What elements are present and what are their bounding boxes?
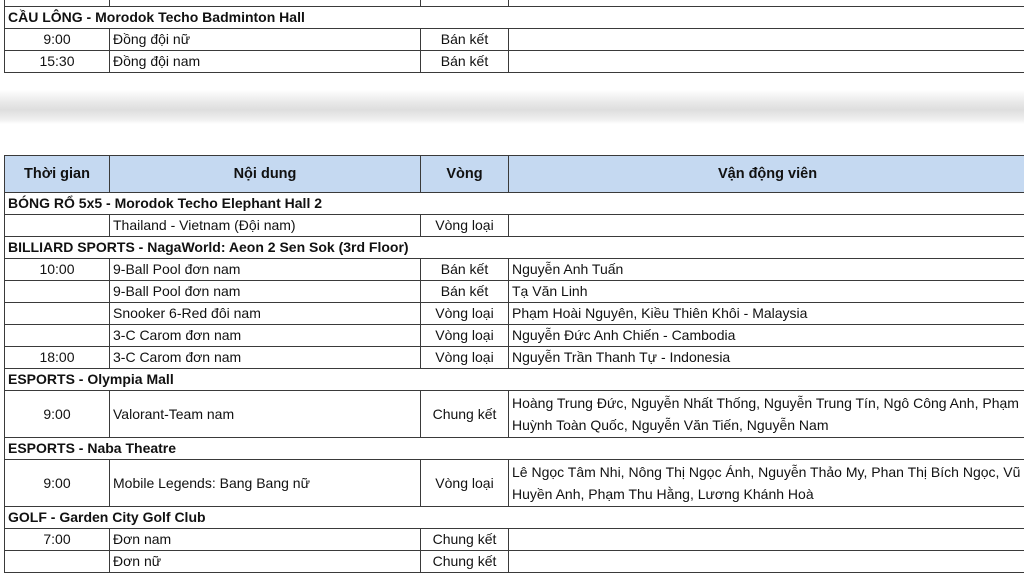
event-cell: Snooker 6-Red đôi nam <box>110 303 421 325</box>
athletes-cell <box>509 529 1024 551</box>
event-cell: Valorant-Team nam <box>110 391 421 438</box>
table-row <box>5 551 1024 573</box>
athletes-cell <box>509 215 1024 237</box>
round-cell: Bán kết <box>421 281 509 303</box>
round-cell: Chung kết <box>421 529 509 551</box>
table-row <box>5 529 1024 551</box>
venue-title: ESPORTS - Olympia Mall <box>5 369 1024 391</box>
time-cell: 15:30 <box>5 51 110 73</box>
venue-title: GOLF - Garden City Golf Club <box>5 507 1024 529</box>
time-cell: 7:00 <box>5 529 110 551</box>
venue-title: ESPORTS - Naba Theatre <box>5 438 1024 460</box>
athletes-cell <box>509 51 1024 73</box>
table-row <box>5 281 1024 303</box>
athletes-cell <box>509 551 1024 573</box>
time-cell <box>5 281 110 303</box>
athletes-cell: Phạm Hoài Nguyên, Kiều Thiên Khôi - Malaysia <box>509 303 1024 325</box>
schedule-table <box>4 155 1024 573</box>
table-row <box>5 303 1024 325</box>
event-cell: Đơn nam <box>110 529 421 551</box>
venue-row <box>5 438 1024 460</box>
event-cell: 9-Ball Pool đơn nam <box>110 259 421 281</box>
header-round: Vòng <box>421 156 509 193</box>
athletes-cell: Tạ Văn Linh <box>509 281 1024 303</box>
round-cell: Vòng loại <box>421 215 509 237</box>
athletes-cell <box>509 29 1024 51</box>
round-cell: Vòng loại <box>421 347 509 369</box>
page-break <box>0 74 1024 124</box>
table-row <box>5 215 1024 237</box>
header-row <box>5 156 1024 193</box>
venue-row <box>5 7 1024 29</box>
venue-title: CẦU LÔNG - Morodok Techo Badminton Hall <box>5 7 1024 29</box>
event-cell: Đồng đội nữ <box>110 29 421 51</box>
round-cell: Vòng loại <box>421 460 509 507</box>
venue-row <box>5 237 1024 259</box>
table-row <box>5 391 1024 438</box>
venue-title: BÓNG RỔ 5x5 - Morodok Techo Elephant Hall 2 <box>5 193 1024 215</box>
event-cell: Đồng đội nam <box>110 51 421 73</box>
table-row <box>5 347 1024 369</box>
time-cell: 18:00 <box>5 347 110 369</box>
venue-row <box>5 369 1024 391</box>
event-cell: Mobile Legends: Bang Bang nữ <box>110 460 421 507</box>
venue-row <box>5 507 1024 529</box>
round-cell: Bán kết <box>421 259 509 281</box>
event-cell: Thailand - Vietnam (Đội nam) <box>110 215 421 237</box>
time-cell <box>5 551 110 573</box>
round-cell: Chung kết <box>421 391 509 438</box>
time-cell: 10:00 <box>5 259 110 281</box>
table-row <box>5 460 1024 507</box>
event-cell: 3-C Carom đơn nam <box>110 347 421 369</box>
venue-row <box>5 193 1024 215</box>
table-row <box>5 51 1024 73</box>
athletes-cell: Nguyễn Đức Anh Chiến - Cambodia <box>509 325 1024 347</box>
time-cell <box>5 215 110 237</box>
event-cell: Đơn nữ <box>110 551 421 573</box>
time-cell: 9:00 <box>5 29 110 51</box>
time-cell: 9:00 <box>5 391 110 438</box>
table-row <box>5 29 1024 51</box>
round-cell: Vòng loại <box>421 325 509 347</box>
badminton-schedule-table <box>4 0 1024 73</box>
athletes-cell: Nguyễn Anh Tuấn <box>509 259 1024 281</box>
header-time: Thời gian <box>5 156 110 193</box>
table-row <box>5 325 1024 347</box>
athletes-cell: Nguyễn Trần Thanh Tự - Indonesia <box>509 347 1024 369</box>
header-event: Nội dung <box>110 156 421 193</box>
time-cell <box>5 303 110 325</box>
event-cell: 3-C Carom đơn nam <box>110 325 421 347</box>
athletes-cell: Lê Ngọc Tâm Nhi, Nông Thị Ngọc Ánh, Nguyễn Thảo My, Phan Thị Bích Ngọc, Vũ Huyền Anh, Phạm Thu Hằng, Lương Khánh Hoà <box>509 460 1024 507</box>
time-cell: 9:00 <box>5 460 110 507</box>
header-athletes: Vận động viên <box>509 156 1024 193</box>
table-row <box>5 259 1024 281</box>
round-cell: Bán kết <box>421 51 509 73</box>
round-cell: Chung kết <box>421 551 509 573</box>
round-cell: Vòng loại <box>421 303 509 325</box>
venue-title: BILLIARD SPORTS - NagaWorld: Aeon 2 Sen Sok (3rd Floor) <box>5 237 1024 259</box>
event-cell: 9-Ball Pool đơn nam <box>110 281 421 303</box>
round-cell: Bán kết <box>421 29 509 51</box>
athletes-cell: Hoàng Trung Đức, Nguyễn Nhất Thống, Nguyễn Trung Tín, Ngô Công Anh, Phạm Huỳnh Toàn Quốc, Nguyễn Văn Tiến, Nguyễn Nam <box>509 391 1024 438</box>
time-cell <box>5 325 110 347</box>
